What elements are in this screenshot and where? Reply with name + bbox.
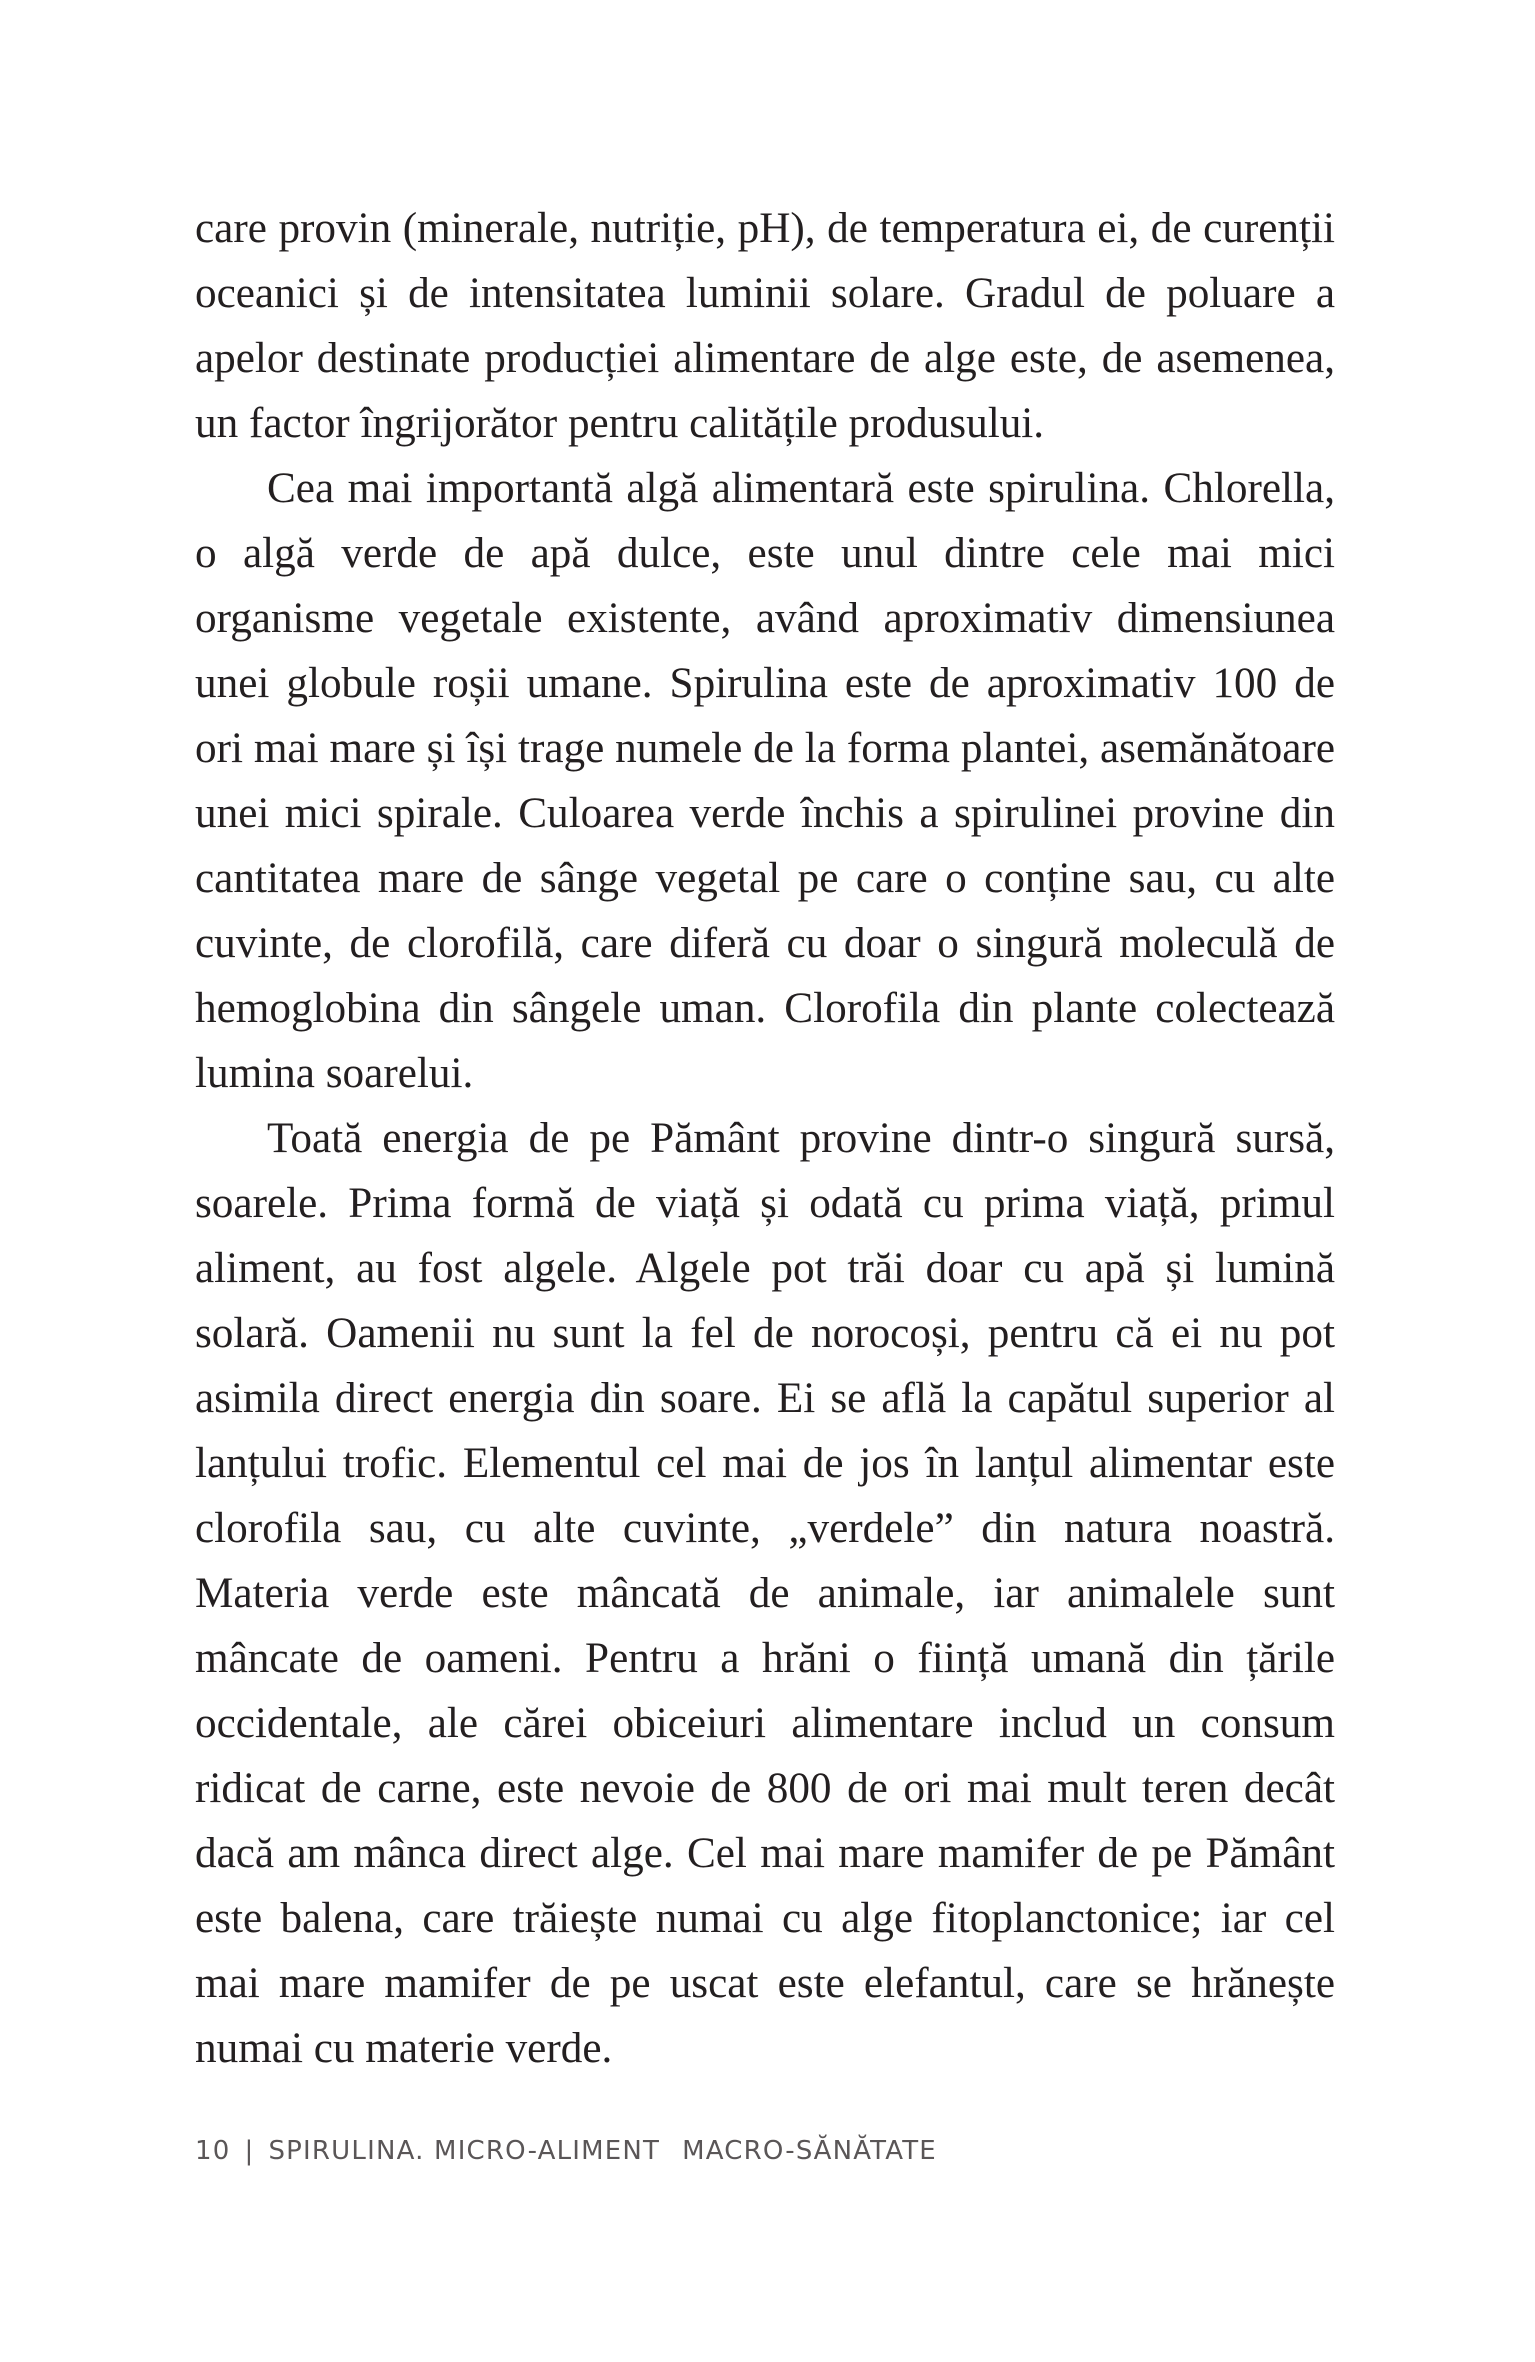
paragraph-2: Cea mai importantă algă alimentară este spirulina. Chlorella, o algă verde de apă dulce, este unul dintre cele mai mici organisme vegetale existente, având aproximativ dimensiunea unei globule roșii umane. Spirulina este de aproximativ 100 de ori mai mare și își trage numele de la forma plantei, asemănătoare unei mici spirale. Culoarea verde închis a spirulinei provine din cantitatea mare de sânge vegetal pe care o conține sau, cu alte cuvinte, de clorofilă, care diferă cu doar o singură moleculă de hemoglobina din sângele uman. Clorofila din plante colectează lumina soarelui.: [195, 465, 1335, 1097]
page-number: 10: [195, 2136, 231, 2166]
page-footer: [195, 2136, 937, 2166]
book-title-part2: MACRO-SĂNĂTATE: [682, 2136, 937, 2166]
paragraph-1: care provin (minerale, nutriție, pH), de temperatura ei, de curenții oceanici și de intensitatea luminii solare. Gradul de poluare a apelor destinate producției alimentare de alge este, de asemenea, un factor îngrijorător pentru calitățile produsului.: [195, 205, 1335, 447]
book-title-part1: SPIRULINA. MICRO-ALIMENT: [268, 2136, 661, 2166]
body-text: [195, 196, 1335, 2081]
paragraph-3: Toată energia de pe Pământ provine dintr-o singură sursă, soarele. Prima formă de viață și odată cu prima viață, primul aliment, au fost algele. Algele pot trăi doar cu apă și lumină solară. Oamenii nu sunt la fel de norocoși, pentru că ei nu pot asimila direct energia din soare. Ei se află la capătul superior al lanțului trofic. Elementul cel mai de jos în lanțul alimentar este clorofila sau, cu alte cuvinte, „verdele” din natura noastră. Materia verde este mâncată de animale, iar animalele sunt mâncate de oameni. Pentru a hrăni o ființă umană din țările occidentale, ale cărei obiceiuri alimentare includ un consum ridicat de carne, este nevoie de 800 de ori mai mult teren decât dacă am mânca direct alge. Cel mai mare mamifer de pe Pământ este balena, care trăiește numai cu alge fitoplanctonice; iar cel mai mare mamifer de pe uscat este elefantul, care se hrănește numai cu materie verde.: [195, 1115, 1335, 2072]
footer-separator: |: [244, 2136, 255, 2166]
